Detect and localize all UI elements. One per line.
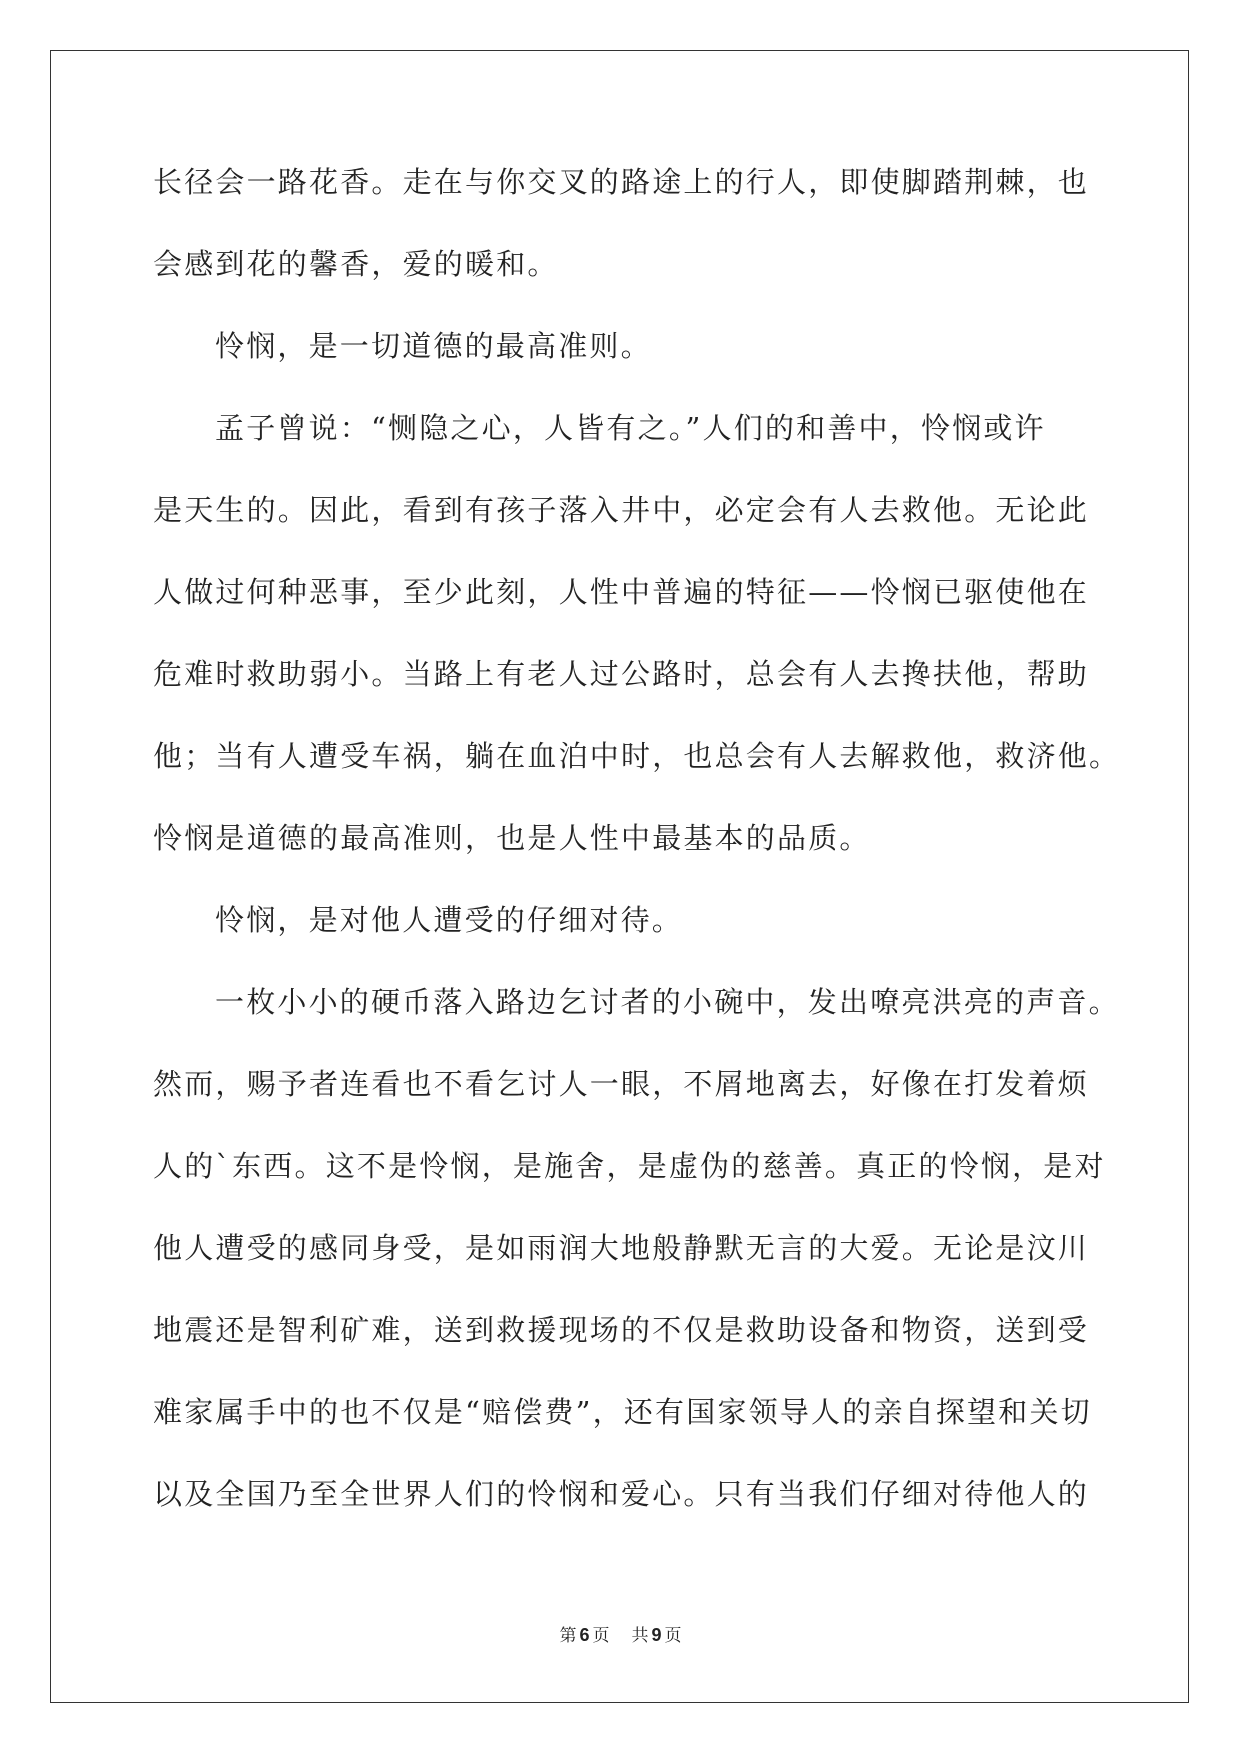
text-line: 地震还是智利矿难，送到救援现场的不仅是救助设备和物资，送到受 [153, 1313, 1090, 1347]
total-suffix: 页 [664, 1626, 682, 1646]
text-line: 人的`东西。这不是怜悯，是施舍，是虚伪的慈善。真正的怜悯，是对 [153, 1149, 1106, 1183]
text-line: 是天生的。因此，看到有孩子落入井中，必定会有人去救他。无论此 [153, 493, 1090, 527]
total-prefix: 共 [631, 1626, 649, 1646]
page-prefix: 第 [559, 1626, 577, 1646]
page-footer [0, 1621, 1241, 1646]
page-suffix: 页 [592, 1626, 610, 1646]
text-line: 孟子曾说：“恻隐之心，人皆有之。”人们的和善中，怜悯或许 [215, 411, 1046, 445]
text-line: 一枚小小的硬币落入路边乞讨者的小碗中，发出嘹亮洪亮的声音。 [215, 985, 1120, 1019]
document-body [153, 162, 1121, 1556]
text-line: 难家属手中的也不仅是“赔偿费”，还有国家领导人的亲自探望和关切 [153, 1395, 1092, 1429]
text-line: 会感到花的馨香，爱的暖和。 [153, 247, 559, 281]
current-page-number: 6 [579, 1625, 590, 1645]
text-line: 人做过何种恶事，至少此刻，人性中普遍的特征——怜悯已驱使他在 [153, 575, 1090, 609]
text-line: 怜悯，是对他人遭受的仔细对待。 [215, 903, 684, 937]
text-line: 以及全国乃至全世界人们的怜悯和爱心。只有当我们仔细对待他人的 [153, 1477, 1090, 1511]
text-line: 怜悯，是一切道德的最高准则。 [215, 329, 652, 363]
text-line: 危难时救助弱小。当路上有老人过公路时，总会有人去搀扶他，帮助 [153, 657, 1090, 691]
total-page-number: 9 [651, 1625, 662, 1645]
text-line: 长径会一路花香。走在与你交叉的路途上的行人，即使脚踏荆棘，也 [153, 165, 1090, 199]
text-line: 然而，赐予者连看也不看乞讨人一眼，不屑地离去，好像在打发着烦 [153, 1067, 1090, 1101]
text-line: 他人遭受的感同身受，是如雨润大地般静默无言的大爱。无论是汶川 [153, 1231, 1090, 1265]
text-line: 他；当有人遭受车祸，躺在血泊中时，也总会有人去解救他，救济他。 [153, 739, 1121, 773]
text-line: 怜悯是道德的最高准则，也是人性中最基本的品质。 [153, 821, 871, 855]
